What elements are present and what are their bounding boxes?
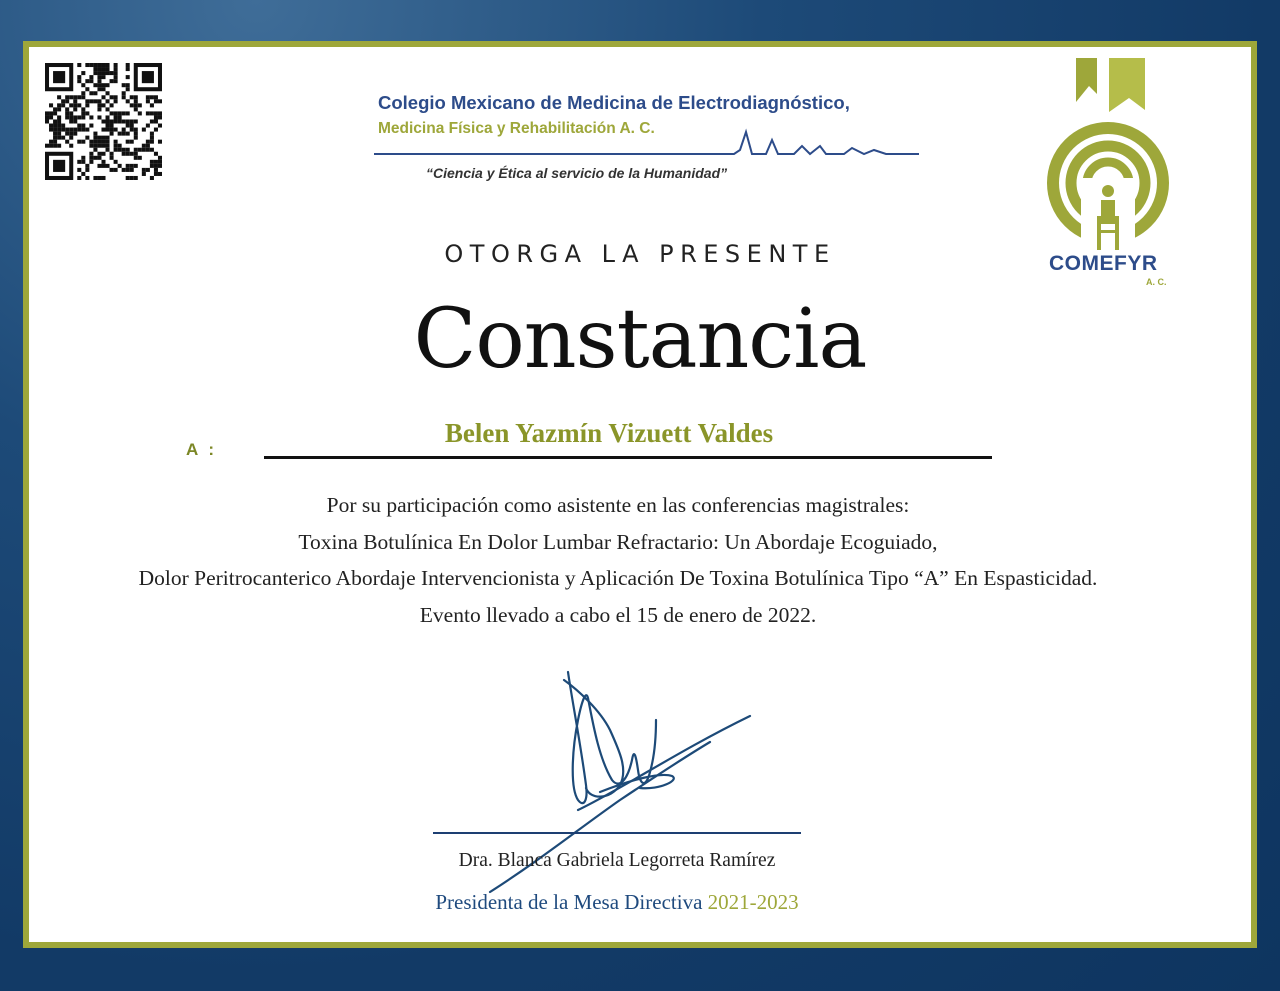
body-line: Evento llevado a cabo el 15 de enero de 2022.	[419, 602, 817, 627]
signatory-role-title: Presidenta de la Mesa Directiva	[435, 890, 703, 914]
recipient-name: Belen Yazmín Vizuett Valdes	[444, 418, 774, 448]
organization-motto: “Ciencia y Ética al servicio de la Humanidad”	[426, 165, 728, 181]
signatory-name: Dra. Blanca Gabriela Legorreta Ramírez	[458, 850, 776, 871]
signature-line	[433, 832, 801, 834]
recipient-label: A :	[186, 440, 218, 459]
certificate-heading: OTORGA LA PRESENTE	[444, 240, 836, 268]
comefyr-logo-text: COMEFYR	[1049, 252, 1158, 275]
signatory-term: 2021-2023	[707, 890, 799, 914]
certificate-title: Constancia	[413, 292, 867, 387]
body-line: Dolor Peritrocanterico Abordaje Intervencionista y Aplicación De Toxina Botulínica Tipo “A” En Espasticidad.	[138, 566, 1098, 590]
organization-header	[374, 88, 934, 188]
recipient-underline	[264, 456, 992, 459]
body-line: Toxina Botulínica En Dolor Lumbar Refractario: Un Abordaje Ecoguiado,	[298, 529, 938, 554]
qr-code-icon	[45, 63, 162, 180]
comefyr-logo-suffix: A. C.	[1146, 277, 1167, 287]
organization-name-line1: Colegio Mexicano de Medicina de Electrodiagnóstico,	[378, 92, 850, 113]
signatory-role	[400, 890, 834, 915]
organization-name-line2: Medicina Física y Rehabilitación A. C.	[378, 120, 655, 137]
body-line: Por su participación como asistente en las conferencias magistrales:	[326, 493, 910, 517]
certificate-body	[0, 487, 1236, 633]
heartbeat-line-icon	[374, 126, 934, 160]
